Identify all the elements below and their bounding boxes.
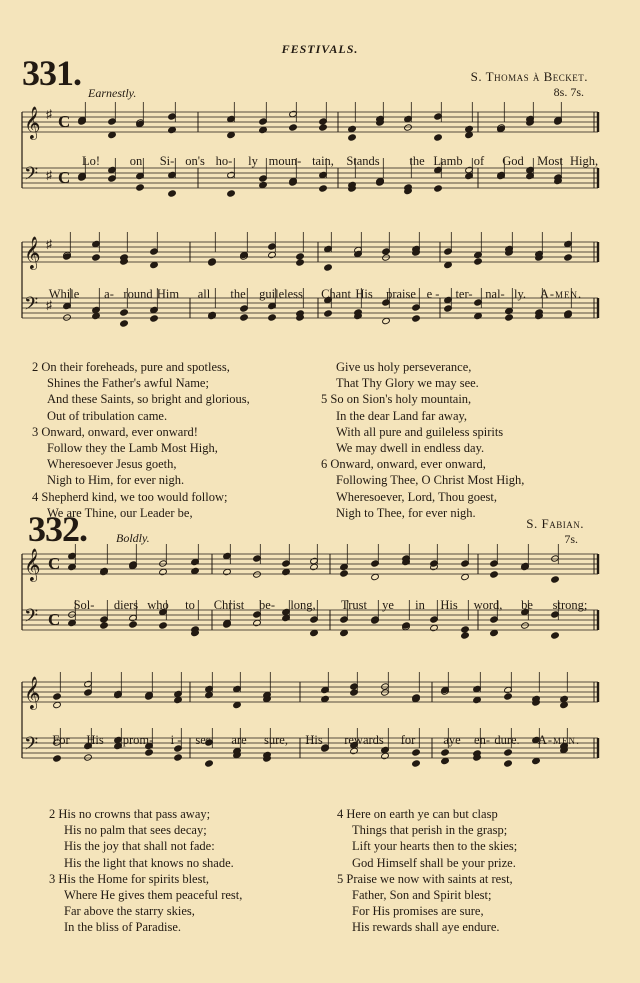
verse-line: 6 Onward, onward, ever onward, [321, 457, 486, 472]
note-head [129, 621, 138, 628]
treble-clef-icon: 𝄞 [24, 236, 41, 269]
verse-line: Nigh to Thee, for ever nigh. [336, 505, 476, 520]
note-head [227, 131, 236, 138]
lyric-syllable: are [231, 733, 247, 747]
verse-line: We are Thine, our Leader be, [47, 505, 193, 520]
note-head [434, 185, 443, 192]
note-head [321, 695, 330, 702]
note-head [473, 696, 482, 703]
hymn-332-meter: 7s. [564, 532, 578, 546]
note-head [505, 307, 514, 314]
lyric-syllable: i - [170, 733, 182, 747]
lyric-syllable: be- [259, 598, 275, 612]
verse-line: Father, Son and Spirit blest; [352, 888, 492, 903]
verse-line: 4 Shepherd kind, we too would follow; [32, 489, 228, 504]
lyric-syllable: ter- [455, 287, 473, 301]
lyric-syllable: strong; [552, 598, 588, 612]
lyric-syllable: Stands [346, 154, 380, 168]
lyric-syllable: on [129, 154, 143, 168]
lyric-syllable: ho- [215, 154, 233, 168]
lyric-syllable: long, [290, 598, 316, 612]
note-head [474, 258, 483, 265]
note-head [551, 632, 560, 639]
note-head [381, 752, 390, 759]
note-head [461, 632, 470, 639]
lyric-syllable: Trust [341, 598, 367, 612]
note-head [159, 568, 168, 575]
verse-line: Nigh to Him, for ever nigh. [47, 473, 185, 488]
verse-line: Where He gives them peaceful rest, [64, 888, 243, 903]
bass-clef-icon: 𝄢 [24, 294, 39, 319]
lyric-syllable: all [197, 287, 211, 301]
verse-line: 2 His no crowns that pass away; [49, 807, 211, 821]
lyric-syllable: For [52, 733, 70, 747]
lyric-syllable: guileless [259, 287, 303, 301]
note-head [521, 622, 530, 629]
key-sharp-icon: ♯ [46, 298, 52, 312]
lyric-syllable: en- [474, 733, 490, 747]
note-head [159, 622, 168, 629]
lyric-syllable: diers [113, 598, 139, 612]
note-head [504, 693, 513, 700]
note-head [465, 131, 474, 138]
note-head [465, 125, 474, 132]
verse-line: His no palm that sees decay; [64, 823, 207, 838]
hymn-331-verses-left [32, 359, 250, 521]
hymn-331-tempo: Earnestly. [88, 86, 137, 100]
hymn-332-verses-left [49, 806, 242, 936]
verse-line: 3 His the Home for spirits blest, [49, 871, 210, 886]
lyric-syllable: for [400, 733, 416, 747]
note-head [68, 619, 77, 626]
note-head [430, 624, 439, 631]
note-head [296, 253, 305, 260]
lyric-syllable: be [521, 598, 533, 612]
bass-clef-icon: 𝄢 [24, 734, 39, 759]
note-head [205, 760, 214, 767]
verse-line: Shines the Father's awful Name; [47, 376, 209, 391]
note-head [108, 131, 117, 138]
verse-line: And these Saints, so bright and glorious, [47, 392, 250, 407]
lyric-syllable: nal- [485, 287, 505, 301]
verse-line: Follow they the Lamb Most High, [47, 441, 218, 456]
note-head [168, 190, 177, 197]
verse-line: 2 On their foreheads, pure and spotless, [32, 360, 230, 374]
note-head [205, 691, 214, 698]
lyric-syllable: Sol- [73, 598, 95, 612]
note-head [461, 626, 470, 633]
lyric-syllable: a- [104, 287, 114, 301]
common-time-icon: C [58, 112, 71, 131]
lyric-syllable: dure. [494, 733, 520, 747]
note-head [551, 576, 560, 583]
note-head [84, 754, 93, 761]
note-head [174, 754, 183, 761]
note-head [490, 629, 499, 636]
note-head [412, 749, 421, 756]
note-head [319, 124, 328, 131]
note-head [310, 629, 319, 636]
note-head [490, 571, 499, 578]
lyric-syllable: of [473, 154, 485, 168]
hymn-332-number: 332. [28, 509, 87, 549]
note-head [474, 312, 483, 319]
hymn-331-verses-right [321, 359, 524, 521]
note-head [53, 701, 62, 708]
lyric-syllable: sure, [264, 733, 288, 747]
lyric-syllable: ses [195, 733, 211, 747]
note-head [340, 629, 349, 636]
hymn-332-amen-line [0, 733, 640, 749]
verse-line: Out of tribulation came. [47, 408, 168, 423]
note-head [434, 134, 443, 141]
verse-line: Wheresoever Jesus goeth, [47, 457, 177, 472]
note-head [100, 622, 109, 629]
lyric-syllable: on's [185, 154, 205, 168]
note-head [268, 251, 277, 258]
note-head [136, 184, 145, 191]
note-head [310, 563, 319, 570]
common-time-icon: C [58, 168, 71, 187]
common-time-icon: C [48, 610, 61, 629]
lyric-syllable: rewards [344, 733, 384, 747]
hymn-332-composer: S. Fabian. [526, 516, 584, 531]
hymn-332-lyrics-line-1 [0, 598, 640, 614]
note-head [382, 254, 391, 261]
note-head [53, 755, 62, 762]
note-head [145, 749, 154, 756]
verse-line: That Thy Glory we may see. [336, 376, 479, 391]
lyric-syllable: word, [473, 598, 503, 612]
verse-line: In the dear Land far away, [336, 408, 468, 423]
note-head [191, 567, 200, 574]
bass-clef-icon: 𝄢 [24, 606, 39, 631]
lyric-syllable: Lo! [81, 154, 101, 168]
verse-line: In the bliss of Paradise. [64, 920, 181, 935]
lyric-syllable: praise [386, 287, 416, 301]
lyric-syllable: Most [537, 154, 563, 168]
hymn-332-amen: A-men. [537, 733, 581, 747]
verse-line: Things that perish in the grasp; [352, 823, 508, 838]
running-head: FESTIVALS. [281, 42, 359, 56]
verse-line: Wheresoever, Lord, Thou goest, [336, 489, 498, 504]
lyric-syllable: Him [156, 287, 180, 301]
note-head [348, 134, 357, 141]
note-head [259, 126, 268, 133]
lyric-syllable: the [230, 287, 246, 301]
lyric-syllable: to [185, 598, 195, 612]
lyric-syllable: in [415, 598, 425, 612]
note-head [68, 563, 77, 570]
note-head [560, 701, 569, 708]
verse-line: 5 Praise we now with saints at rest, [337, 871, 513, 886]
lyric-syllable: ly. [513, 287, 527, 301]
note-head [560, 695, 569, 702]
note-head [63, 314, 72, 321]
note-head [174, 696, 183, 703]
note-head [319, 185, 328, 192]
note-head [382, 317, 391, 324]
verse-line: Following Thee, O Christ Most High, [336, 473, 525, 488]
treble-clef-icon: 𝄞 [24, 676, 41, 709]
note-head [505, 314, 514, 321]
hymn-332-tempo: Boldly. [116, 531, 150, 545]
note-head [564, 254, 573, 261]
lyric-syllable: While [48, 287, 80, 301]
lyric-syllable: tain, [312, 154, 334, 168]
note-head [296, 259, 305, 266]
verse-line: God Himself shall be your prize. [352, 855, 516, 870]
common-time-icon: C [48, 554, 61, 573]
note-head [92, 254, 101, 261]
hymn-331-amen-line [0, 287, 640, 303]
verse-line: Lift your hearts then to the skies; [352, 839, 518, 854]
lyric-syllable: the [409, 154, 425, 168]
note-head [404, 124, 413, 131]
note-head [253, 571, 262, 578]
note-head [268, 314, 277, 321]
note-head [253, 619, 262, 626]
lyric-syllable: Si- [159, 154, 175, 168]
lyric-syllable: who [147, 598, 169, 612]
lyric-syllable: Chant [321, 287, 351, 301]
treble-clef-icon: 𝄞 [24, 106, 41, 139]
lyric-syllable: moun- [268, 154, 302, 168]
lyric-syllable: ye [382, 598, 394, 612]
lyric-syllable: Christ [213, 598, 245, 612]
verse-line: 4 Here on earth ye can but clasp [337, 807, 498, 821]
note-head [441, 749, 450, 756]
note-head [340, 570, 349, 577]
verse-line: 5 So on Sion's holy mountain, [321, 392, 472, 407]
key-sharp-icon: ♯ [46, 168, 52, 182]
note-head [223, 568, 232, 575]
treble-clef-icon: 𝄞 [24, 548, 41, 581]
note-head [461, 573, 470, 580]
key-sharp-icon: ♯ [46, 107, 52, 121]
note-head [371, 573, 380, 580]
note-head [324, 264, 333, 271]
verse-line: Give us holy perseverance, [336, 360, 472, 374]
lyric-syllable: round [123, 287, 153, 301]
hymn-331-amen: A-men. [539, 287, 583, 301]
note-head [444, 261, 453, 268]
note-head [532, 757, 541, 764]
note-head [348, 125, 357, 132]
lyric-syllable: God [502, 154, 524, 168]
note-head [324, 310, 333, 317]
note-head [150, 315, 159, 322]
note-head [259, 181, 268, 188]
note-head [120, 309, 129, 316]
lyric-syllable: Lamb [433, 154, 463, 168]
note-head [412, 315, 421, 322]
hymn-332-verses-right [337, 806, 517, 936]
note-head [282, 568, 291, 575]
note-head [233, 701, 242, 708]
lyric-syllable: High, [569, 154, 599, 168]
verse-line: For His promises are sure, [352, 904, 484, 919]
lyric-syllable: aye [443, 733, 461, 747]
note-head [150, 261, 159, 268]
note-head [120, 320, 129, 327]
lyric-syllable: e - [426, 287, 440, 301]
note-head [441, 757, 450, 764]
verse-line: 3 Onward, onward, ever onward! [32, 424, 198, 439]
note-head [412, 760, 421, 767]
lyric-syllable: ly [248, 154, 258, 168]
note-head [53, 693, 62, 700]
note-head [289, 124, 298, 131]
lyric-syllable: His [355, 287, 373, 301]
note-head [340, 563, 349, 570]
verse-line: His the light that knows no shade. [64, 855, 234, 870]
verse-line: We may dwell in endless day. [336, 441, 485, 456]
hymn-331-number: 331. [22, 53, 81, 93]
note-head [504, 760, 513, 767]
verse-line: Far above the starry skies, [64, 904, 195, 919]
note-head [504, 749, 513, 756]
verse-line: His the joy that shall not fade: [64, 839, 215, 854]
hymn-331-lyrics-line-1 [0, 154, 640, 170]
key-sharp-icon: ♯ [46, 237, 52, 251]
note-head [168, 126, 177, 133]
hymn-331-meter: 8s. 7s. [553, 85, 584, 99]
lyric-syllable: His [440, 598, 458, 612]
lyric-syllable: His [305, 733, 323, 747]
lyric-syllable: prom- [122, 733, 154, 747]
note-head [227, 190, 236, 197]
verse-line: His rewards shall aye endure. [352, 920, 500, 935]
verse-line: With all pure and guileless spirits [336, 424, 504, 439]
lyric-syllable: His [86, 733, 104, 747]
note-head [474, 251, 483, 258]
note-head [92, 312, 101, 319]
hymn-331-composer: S. Thomas à Becket. [470, 69, 588, 84]
bass-clef-icon: 𝄢 [24, 164, 39, 189]
note-head [240, 314, 249, 321]
